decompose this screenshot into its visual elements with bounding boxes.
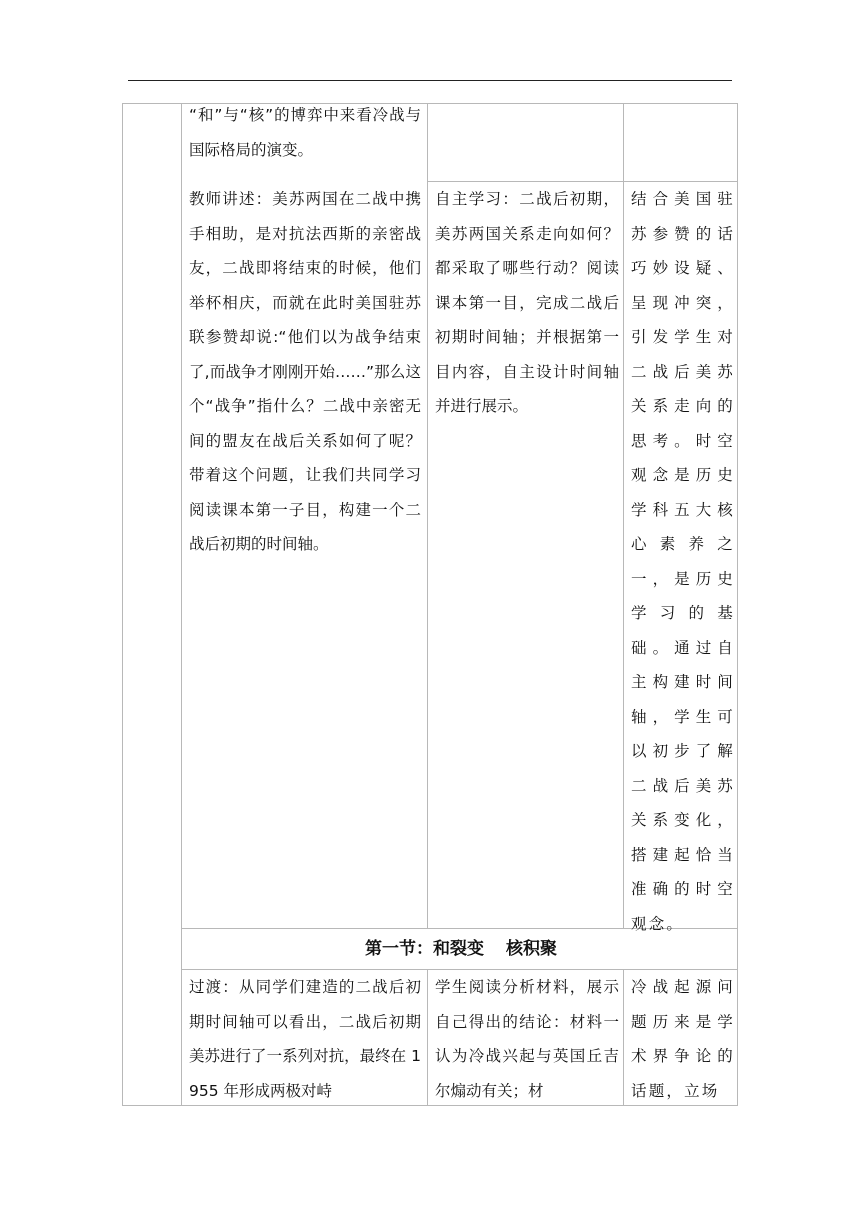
transition-teacher-cell: 过渡：从同学们建造的二战后初期时间轴可以看出，二战后初期美苏进行了一系列对抗，最终在 1955 年形成两极对峙 — [189, 978, 421, 1100]
teacher-activity-cell: 教师讲述：美苏两国在二战中携手相助，是对抗法西斯的亲密战友，二战即将结束的时候，他们举杯相庆，而就在此时美国驻苏联参赞却说:“他们以为战争结束了,而战争才刚刚开始……”那么这个“战争”指什么？二战中亲密无间的盟友在战后关系如何了呢？带着这个问题，让我们共同学习阅读课本第一子目，构建一个二战后初期的时间轴。 — [189, 190, 421, 553]
column-divider-3b — [623, 969, 624, 1105]
design-intent-cell: 结合美国驻苏参赞的话巧妙设疑、呈现冲突，引发学生对二战后美苏关系走向的思考。时空观念是历史学科五大核心素养之一，是历史学习的基础。通过自主构建时间轴，学生可以初步了解二战后美苏关系变化，搭建起恰当准确的时空观念。 — [631, 190, 735, 933]
student-activity-cell: 自主学习：二战后初期，美苏两国关系走向如何？都采取了哪些行动？阅读课本第一目，完成二战后初期时间轴；并根据第一目内容，自主设计时间轴并进行展示。 — [435, 190, 619, 415]
transition-student-cell: 学生阅读分析材料，展示自己得出的结论：材料一认为冷战兴起与英国丘吉尔煽动有关；材 — [435, 978, 619, 1100]
section-heading-part1: 第一节：和裂变 — [365, 939, 484, 959]
column-divider-3 — [623, 104, 624, 928]
section-heading-part2: 核积聚 — [506, 939, 557, 959]
header-rule — [128, 80, 732, 81]
transition-intent-cell: 冷战起源问题历来是学术界争论的话题，立场 — [631, 978, 735, 1100]
lesson-plan-table — [122, 103, 738, 1106]
column-divider-2 — [427, 104, 428, 928]
intro-teacher-cell: “和”与“核”的博弈中来看冷战与国际格局的演变。 — [189, 106, 421, 159]
column-divider-2b — [427, 969, 428, 1105]
column-divider-1 — [181, 104, 182, 1105]
section-heading — [183, 929, 739, 969]
